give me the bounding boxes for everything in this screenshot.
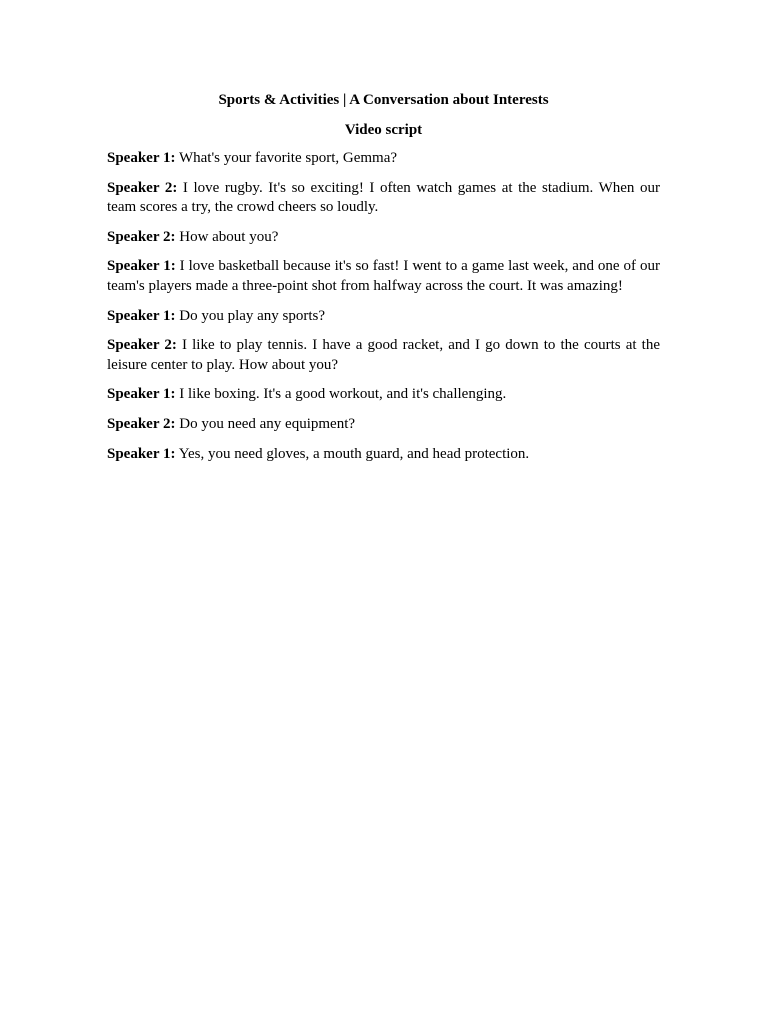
speaker-label: Speaker 2: <box>107 179 178 196</box>
dialogue-text: I like boxing. It's a good workout, and it's challenging. <box>179 386 507 403</box>
dialogue-line <box>107 336 660 375</box>
document-page <box>107 90 660 474</box>
speaker-label: Speaker 2: <box>107 228 176 245</box>
dialogue-line <box>107 149 660 169</box>
speaker-label: Speaker 1: <box>107 258 176 275</box>
speaker-label: Speaker 2: <box>107 337 177 354</box>
dialogue-text: Yes, you need gloves, a mouth guard, and head protection. <box>178 445 530 462</box>
dialogue-text: I like to play tennis. I have a good racket, and I go down to the courts at the leisure center to play. How about you? <box>107 337 661 373</box>
dialogue-line <box>107 257 660 296</box>
document-title: Sports & Activities | A Conversation about Interests <box>218 92 549 108</box>
dialogue-text: Do you need any equipment? <box>179 415 356 432</box>
dialogue-line <box>107 385 660 405</box>
speaker-label: Speaker 1: <box>107 445 176 462</box>
dialogue-text: Do you play any sports? <box>179 307 326 324</box>
dialogue-text: How about you? <box>179 228 279 245</box>
dialogue-text: I love rugby. It's so exciting! I often watch games at the stadium. When our team scores a try, the crowd cheers so loudly. <box>107 179 660 216</box>
document-subtitle: Video script <box>344 122 423 138</box>
speaker-label: Speaker 1: <box>107 150 176 166</box>
dialogue-line <box>107 228 660 248</box>
speaker-label: Speaker 1: <box>107 307 176 324</box>
dialogue-line <box>107 415 660 435</box>
speaker-label: Speaker 2: <box>107 415 176 432</box>
speaker-label: Speaker 1: <box>107 386 176 403</box>
dialogue-line <box>107 307 660 327</box>
dialogue-line <box>107 445 660 465</box>
dialogue-line <box>107 179 660 218</box>
dialogue-text: What's your favorite sport, Gemma? <box>178 150 398 166</box>
dialogue-text: I love basketball because it's so fast! I went to a game last week, and one of our team's players made a three-point shot from halfway across the court. It was amazing! <box>107 258 660 294</box>
